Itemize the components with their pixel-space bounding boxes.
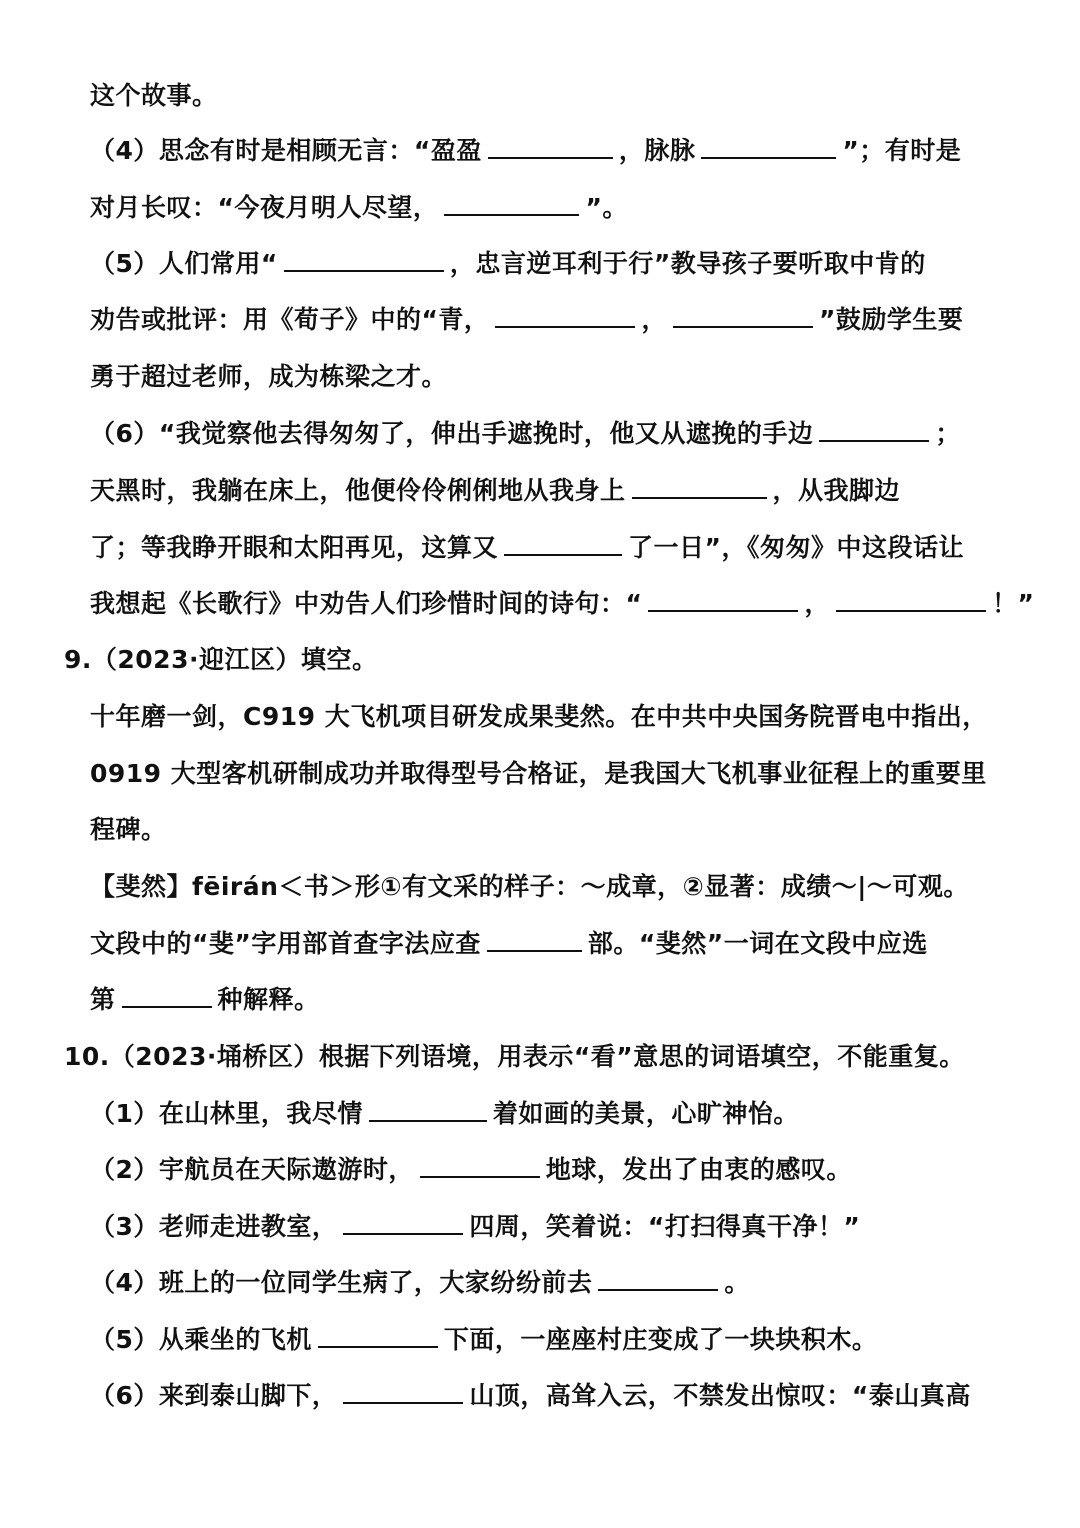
q9-question-cont: 第 种解释。 <box>90 982 320 1018</box>
q8-item-6-cont: 天黑时，我躺在床上，他便伶伶俐俐地从我身上 ，从我脚边 <box>90 473 900 509</box>
answer-blank[interactable] <box>836 586 986 612</box>
q9-passage-line: 0919 大型客机研制成功并取得型号合格证，是我国大飞机事业征程上的重要里 <box>90 759 987 788</box>
answer-blank[interactable] <box>318 1322 438 1348</box>
q8-item-5-line: （5）人们常用“ ，忠言逆耳利于行”教导孩子要听取中肯的 <box>90 246 926 282</box>
q8-item-5-cont: 劝告或批评：用《荀子》中的“青， ， ”鼓励学生要 <box>90 302 963 338</box>
answer-blank[interactable] <box>673 302 813 328</box>
q10-item-1: （1）在山林里，我尽情 着如画的美景，心旷神怡。 <box>90 1096 799 1132</box>
q8-item-6-cont: 我想起《长歌行》中劝告人们珍惜时间的诗句：“ ， ！” <box>90 586 1034 622</box>
answer-blank[interactable] <box>487 926 582 952</box>
answer-blank[interactable] <box>343 1378 463 1404</box>
q10-item-6: （6）来到泰山脚下， 山顶，高耸入云，不禁发出惊叹：“泰山真高 <box>90 1378 971 1414</box>
q9-question-line: 文段中的“斐”字用部首查字法应查 部。“斐然”一词在文段中应选 <box>90 926 928 962</box>
answer-blank[interactable] <box>488 133 613 159</box>
answer-blank[interactable] <box>819 416 929 442</box>
q10-item-3: （3）老师走进教室， 四周，笑着说：“打扫得真干净！” <box>90 1209 860 1245</box>
q9-passage-line: 程碑。 <box>90 815 167 844</box>
answer-blank[interactable] <box>495 302 635 328</box>
q9-definition-line: 【斐然】fēirán＜书＞形①有文采的样子：～成章，②显著：成绩～|～可观。 <box>90 872 969 901</box>
answer-blank[interactable] <box>504 530 622 556</box>
q8-item-6-cont: 了；等我睁开眼和太阳再见，这算又 了一日”，《匆匆》中这段话让 <box>90 530 964 566</box>
question-9-title: 9.（2023·迎江区）填空。 <box>64 645 378 674</box>
answer-blank[interactable] <box>444 190 579 216</box>
q10-item-4: （4）班上的一位同学生病了，大家纷纷前去 。 <box>90 1265 750 1301</box>
answer-blank[interactable] <box>648 586 798 612</box>
answer-blank[interactable] <box>632 473 767 499</box>
q8-item-5-cont: 勇于超过老师，成为栋梁之才。 <box>90 362 448 391</box>
answer-blank[interactable] <box>122 982 212 1008</box>
question-10-title: 10.（2023·埇桥区）根据下列语境，用表示“看”意思的词语填空，不能重复。 <box>64 1042 965 1071</box>
q8-text-line: 这个故事。 <box>90 81 218 110</box>
q8-item-6-line: （6）“我觉察他去得匆匆了，伸出手遮挽时，他又从遮挽的手边 ； <box>90 416 961 452</box>
answer-blank[interactable] <box>420 1152 540 1178</box>
q9-passage-line: 十年磨一剑，C919 大飞机项目研发成果斐然。在中共中央国务院晋电中指出， <box>90 702 988 731</box>
q8-item-4-cont: 对月长叹：“今夜月明人尽望， ”。 <box>90 190 628 226</box>
answer-blank[interactable] <box>284 246 444 272</box>
answer-blank[interactable] <box>701 133 836 159</box>
answer-blank[interactable] <box>369 1096 487 1122</box>
q8-item-4-line: （4）思念有时是相顾无言：“盈盈 ，脉脉 ”；有时是 <box>90 133 961 169</box>
q10-item-2: （2）宇航员在天际遨游时， 地球，发出了由衷的感叹。 <box>90 1152 852 1188</box>
answer-blank[interactable] <box>598 1265 718 1291</box>
answer-blank[interactable] <box>343 1209 463 1235</box>
q10-item-5: （5）从乘坐的飞机 下面，一座座村庄变成了一块块积木。 <box>90 1322 877 1358</box>
